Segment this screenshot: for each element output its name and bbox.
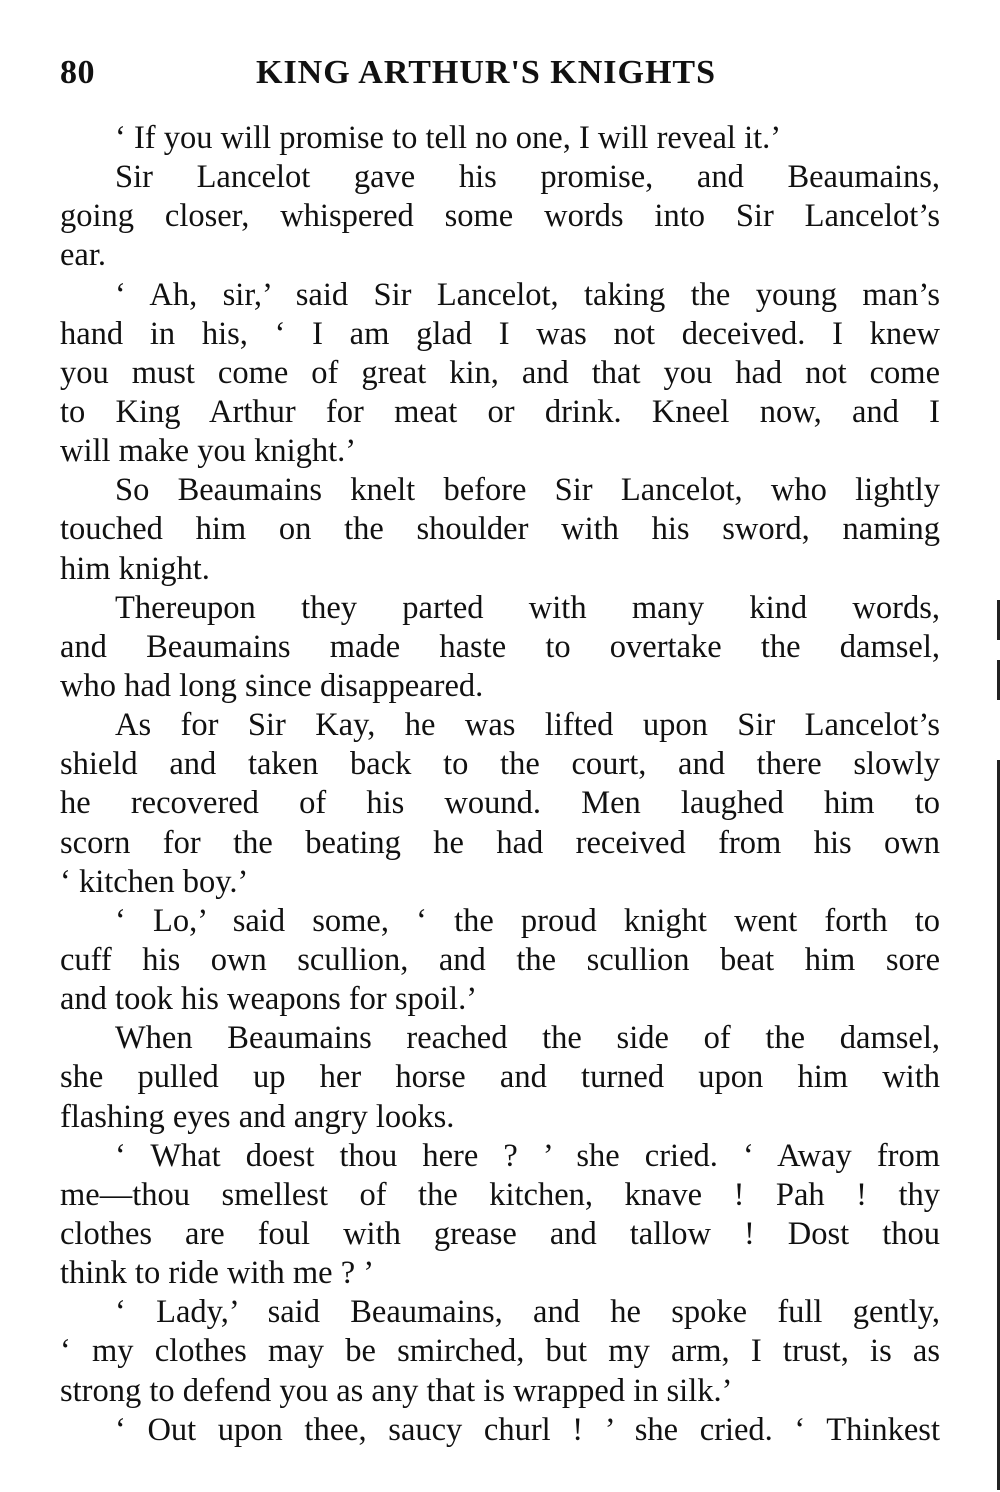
text-line: ‘ If you will promise to tell no one, I will reveal it.’ xyxy=(115,120,782,156)
text-line: ‘ Lady,’ said Beaumains, and he spoke full gently, xyxy=(115,1294,940,1331)
running-title: KING ARTHUR'S KNIGHTS xyxy=(256,54,717,91)
text-line: you must come of great kin, and that you had not come xyxy=(60,354,940,391)
text-line: who had long since disappeared. xyxy=(60,667,484,704)
text-line: ‘ What doest thou here ? ’ she cried. ‘ Away from xyxy=(115,1137,940,1174)
text-line: to King Arthur for meat or drink. Kneel now, and I xyxy=(60,393,940,430)
text-line: ear. xyxy=(60,237,107,274)
text-line: flashing eyes and angry looks. xyxy=(60,1098,455,1135)
text-line: shield and taken back to the court, and there slowly xyxy=(60,746,940,783)
text-line: ‘ kitchen boy.’ xyxy=(60,863,249,900)
text-line: cuff his own scullion, and the scullion beat him sore xyxy=(60,941,940,978)
text-line: will make you knight.’ xyxy=(60,433,357,470)
text-line: ‘ Lo,’ said some, ‘ the proud knight went forth to xyxy=(115,902,940,939)
body-text xyxy=(60,119,940,1450)
text-line: When Beaumains reached the side of the damsel, xyxy=(115,1020,940,1057)
text-line: So Beaumains knelt before Sir Lancelot, who lightly xyxy=(115,472,940,509)
text-line: ‘ Ah, sir,’ said Sir Lancelot, taking the young man’s xyxy=(115,276,940,313)
text-line: touched him on the shoulder with his sword, naming xyxy=(60,511,940,548)
text-line: him knight. xyxy=(60,550,210,587)
text-line: going closer, whispered some words into Sir Lancelot’s xyxy=(60,198,940,235)
text-line: Thereupon they parted with many kind words, xyxy=(115,589,940,626)
running-head xyxy=(60,54,940,104)
text-line: ‘ my clothes may be smirched, but my arm, I trust, is as xyxy=(60,1333,940,1370)
text-line: and Beaumains made haste to overtake the damsel, xyxy=(60,628,940,665)
text-line: hand in his, ‘ I am glad I was not deceived. I knew xyxy=(60,315,940,352)
text-line: clothes are foul with grease and tallow ! Dost thou xyxy=(60,1215,940,1252)
text-line: and took his weapons for spoil.’ xyxy=(60,981,478,1018)
text-line: strong to defend you as any that is wrapped in silk.’ xyxy=(60,1372,733,1409)
text-line: me—thou smellest of the kitchen, knave ! Pah ! thy xyxy=(60,1176,940,1213)
text-line: ‘ Out upon thee, saucy churl ! ’ she cried. ‘ Thinkest xyxy=(115,1411,940,1448)
text-line: Sir Lancelot gave his promise, and Beaumains, xyxy=(115,159,940,196)
text-line: scorn for the beating he had received from his own xyxy=(60,824,940,861)
page-number: 80 xyxy=(60,54,95,91)
text-line: As for Sir Kay, he was lifted upon Sir Lancelot’s xyxy=(115,707,940,744)
text-line: she pulled up her horse and turned upon him with xyxy=(60,1059,940,1096)
text-line: he recovered of his wound. Men laughed him to xyxy=(60,785,940,822)
text-line: think to ride with me ? ’ xyxy=(60,1255,375,1292)
